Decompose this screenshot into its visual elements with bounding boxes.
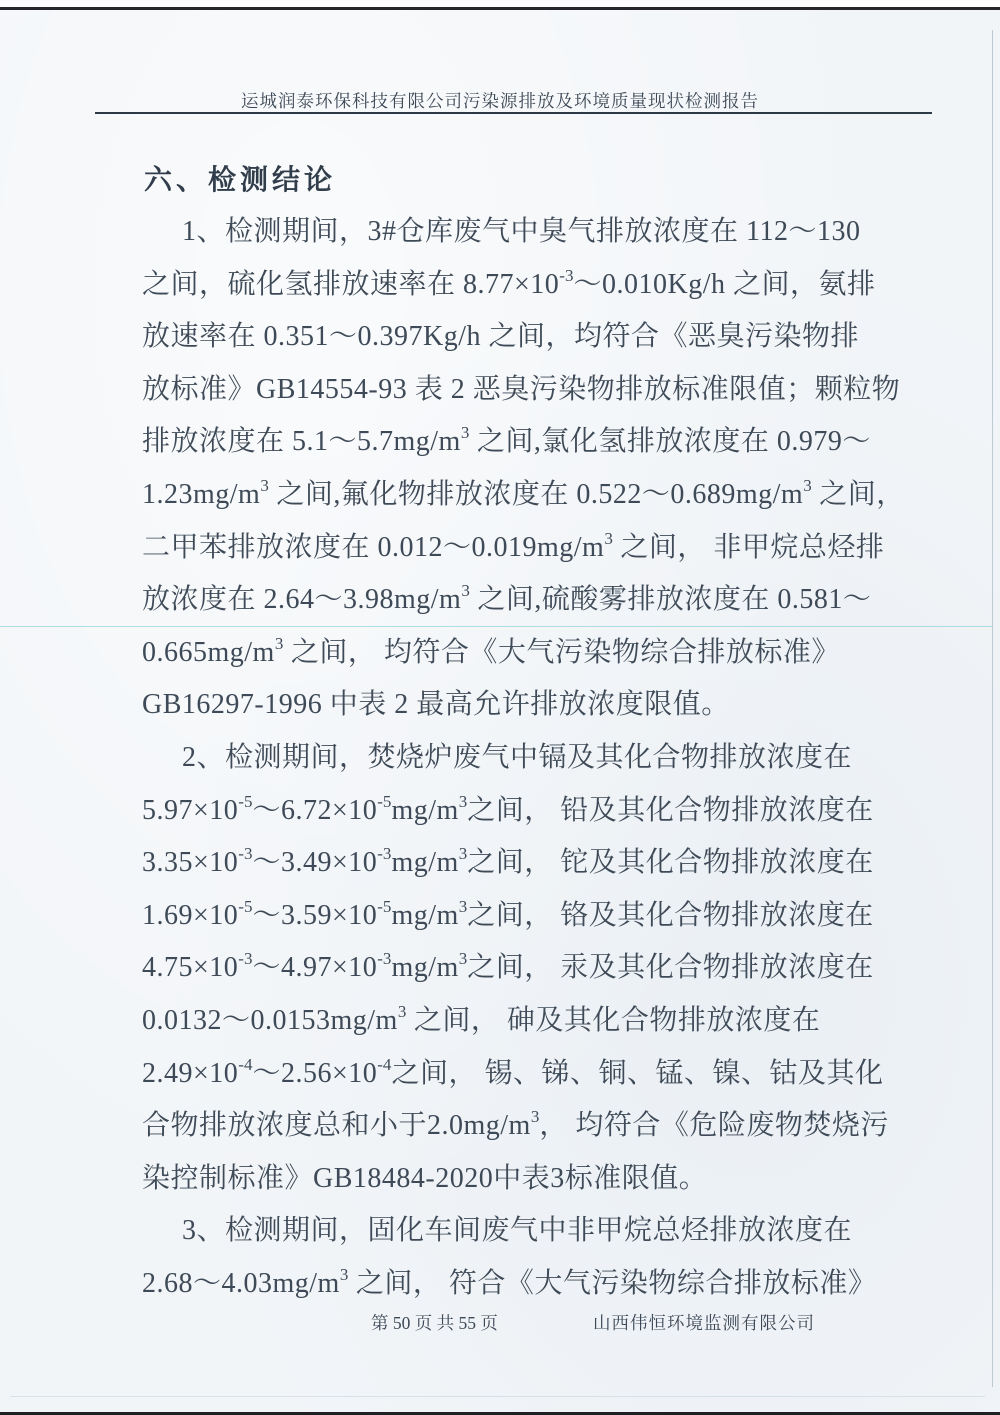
header-rule <box>95 112 932 114</box>
text-line: $0.665mg/m^3$ 之间， 均符合《大气污染物综合排放标准》 <box>142 633 840 668</box>
body-text <box>142 206 905 1310</box>
text-line: $2.49\times 10^{-4}\sim 2.56\times 10^{-4}$之间， 锡、锑、铜、锰、镍、钴及其化 <box>142 1054 884 1089</box>
footer-company-name: 山西伟恒环境监测有限公司 <box>593 1313 815 1333</box>
text-line: 染控制标准》GB18484-2020中表3标准限值。 <box>142 1162 708 1194</box>
text-line: 放浓度在 $2.64\sim 3.98mg/m^3$ 之间,硫酸雾排放浓度在 0.581～ <box>142 581 872 616</box>
text-line: $5.97\times 10^{-5}\sim 6.72\times 10^{-5}mg/m^3$之间， 铅及其化合物排放浓度在 <box>142 791 874 826</box>
text-line: $2.68\sim 4.03mg/m^3$ 之间， 符合《大气污染物综合排放标准》 <box>142 1264 877 1299</box>
text-line: 二甲苯排放浓度在 $0.012\sim 0.019mg/m^3$ 之间， 非甲烷总烃排 <box>142 528 885 563</box>
paragraph-3 <box>142 1205 877 1310</box>
text-line: $0.0132\sim 0.0153mg/m^3$ 之间， 砷及其化合物排放浓度在 <box>142 1001 821 1036</box>
text-line: GB16297-1996 中表 2 最高允许排放浓度限值。 <box>142 689 730 721</box>
text-line: 合物排放浓度总和小于$2.0mg/m^3$， 均符合《危险废物焚烧污 <box>142 1107 889 1142</box>
page-number: 第 50 页 共 55 页 <box>371 1313 498 1333</box>
document-page <box>0 10 1000 1412</box>
scan-edge-right <box>992 30 993 1387</box>
text-line: 排放浓度在 $5.1\sim 5.7mg/m^3$ 之间,氯化氢排放浓度在 0.979～ <box>142 423 871 458</box>
text-line: 1、检测期间，3#仓库废气中臭气排放浓度在 112～130 <box>182 216 861 247</box>
text-line: 之间，硫化氢排放速率在 $8.77\times 10^{-3}\sim 0.010Kg/h$ 之间，氨排 <box>142 265 876 300</box>
text-line: 2、检测期间，焚烧炉废气中镉及其化合物排放浓度在 <box>182 741 853 773</box>
text-line: $3.35\times 10^{-3}\sim 3.49\times 10^{-3}mg/m^3$之间， 铊及其化合物排放浓度在 <box>142 844 874 879</box>
scan-edge-top <box>0 7 1000 10</box>
paragraph-1 <box>142 206 905 732</box>
report-header-title: 运城润泰环保科技有限公司污染源排放及环境质量现状检测报告 <box>241 91 759 111</box>
paragraph-2 <box>142 732 889 1205</box>
section-title: 六、检测结论 <box>144 165 337 196</box>
scan-artifact-teal-line <box>0 626 993 627</box>
text-line: 放速率在 0.351～0.397Kg/h 之间，均符合《恶臭污染物排 <box>142 321 860 353</box>
text-line: 3、检测期间，固化车间废气中非甲烷总烃排放浓度在 <box>182 1215 853 1247</box>
text-line: $1.23mg/m^3$ 之间,氟化物排放浓度在 $0.522\sim 0.689mg/m^3$ 之间， <box>142 475 905 510</box>
text-line: $4.75\times 10^{-3}\sim 4.97\times 10^{-3}mg/m^3$之间， 汞及其化合物排放浓度在 <box>142 949 874 984</box>
text-line: $1.69\times 10^{-5}\sim 3.59\times 10^{-5}mg/m^3$之间， 铬及其化合物排放浓度在 <box>142 896 874 931</box>
text-line: 放标准》GB14554-93 表 2 恶臭污染物排放标准限值；颗粒物 <box>142 373 901 405</box>
scan-artifact-gray-line <box>10 1396 985 1397</box>
